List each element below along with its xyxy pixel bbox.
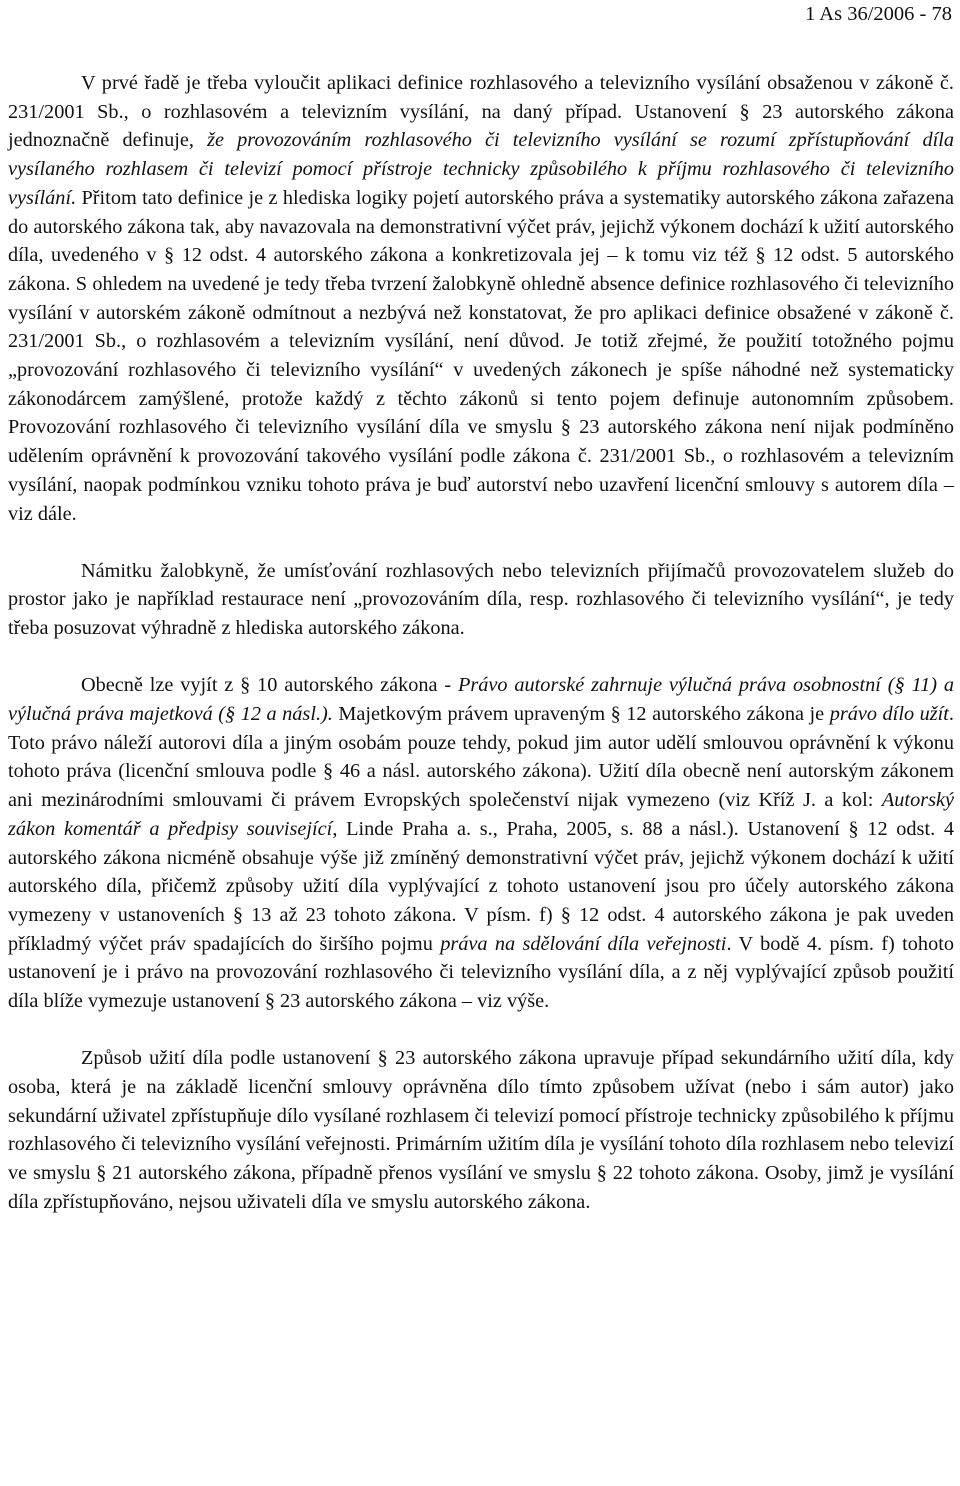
text-segment: Obecně lze vyjít z § 10 autorského zákona -: [81, 674, 458, 697]
text-segment-italic: práva na sdělování díla veřejnosti: [440, 932, 727, 955]
paragraph: [8, 1044, 954, 1216]
text-segment: Způsob užití díla podle ustanovení § 23 autorského zákona upravuje případ sekundárního užití díla, kdy osoba, která je na základě licenční smlouvy oprávněna dílo tímto způsobem užívat (nebo i sám autor) jako sekundární uživatel zpřístupňuje dílo vysílané rozhlasem či televizí pomocí přístroje technicky způsobilého k příjmu rozhlasového či televizního vysílání veřejnosti. Primárním užitím díla je vysílání tohoto díla rozhlasem nebo televizí ve smyslu § 21 autorského zákona, případně přenos vysílání ve smyslu § 22 tohoto zákona. Osoby, jimž je vysílání díla zpřístupňováno, nejsou uživateli díla ve smyslu autorského zákona.: [8, 1047, 954, 1213]
text-segment: V prvé řadě je třeba vyloučit aplikaci definice rozhlasového a televizního vysílání obsaženou v zákoně č. 231/2001 Sb., o rozhlasovém a televizním vysílání, na daný případ. Ustanovení § 23 autorského zákona jednoznačně definuje,: [8, 72, 954, 152]
paragraph: [8, 557, 954, 643]
text-segment-italic: Právo autorské zahrnuje výlučná práva osobnostní (§ 11) a výlučná práva majetková (§ 12 a násl.).: [8, 674, 954, 726]
text-segment-italic: právo dílo užít: [829, 703, 949, 726]
text-segment: . Toto právo náleží autorovi díla a jiným osobám pouze tehdy, pokud jim autor udělí smlouvou oprávnění k výkonu tohoto práva (licenční smlouva podle § 46 a násl. autorského zákona). Užití díla obecně není autorským zákonem ani mezinárodními smlouvami či právem Evropských společenství nijak vymezeno (viz Kříž J. a kol:: [8, 703, 954, 812]
text-segment: , Linde Praha a. s., Praha, 2005, s. 88 a násl.). Ustanovení § 12 odst. 4 autorského zákona nicméně obsahuje výše již zmíněný demonstrativní výčet práv, jejichž výkonem dochází k užití autorského díla, přičemž způsoby užití díla vyplývající z tohoto ustanovení jsou pro účely autorského zákona vymezeny v ustanoveních § 13 až 23 tohoto zákona. V písm. f) § 12 odst. 4 autorského zákona je pak uveden příkladmý výčet práv spadajících do širšího pojmu: [8, 817, 954, 955]
paragraph: [8, 69, 954, 528]
text-segment: Námitku žalobkyně, že umísťování rozhlasových nebo televizních přijímačů provozovatelem služeb do prostor jako je například restaurace není „provozováním díla, resp. rozhlasového či televizního vysílání“, je tedy třeba posuzovat výhradně z hlediska autorského zákona.: [8, 559, 954, 640]
text-segment-italic: že provozováním rozhlasového či televizního vysílání se rozumí zpřístupňování díla vysílaného rozhlasem či televizí pomocí přístroje technicky způsobilého k příjmu rozhlasového či televizního vysílání.: [8, 129, 954, 209]
text-segment: Přitom tato definice je z hlediska logiky pojetí autorského práva a systematiky autorského zákona zařazena do autorského zákona tak, aby navazovala na demonstrativní výčet práv, jejichž výkonem dochází k užití autorského díla, uvedeného v § 12 odst. 4 autorského zákona a konkretizovala jej – k tomu viz též § 12 odst. 5 autorského zákona. S ohledem na uvedené je tedy třeba tvrzení žalobkyně ohledně absence definice rozhlasového či televizního vysílání v autorském zákoně odmítnout a nezbývá než konstatovat, že pro aplikaci definice obsažené v zákoně č. 231/2001 Sb., o rozhlasovém a televizním vysílání, není důvod. Je totiž zřejmé, že použití totožného pojmu „provozování rozhlasového či televizního vysílání“ v uvedených zákonech je spíše náhodné než systematicky zákonodárcem zamýšlené, protože každý z těchto zákonů si tento pojem definuje autonomním způsobem. Provozování rozhlasového či televizního vysílání díla ve smyslu § 23 autorského zákona není nijak podmíněno udělením oprávnění k provozování takového vysílání podle zákona č. 231/2001 Sb., o rozhlasovém a televizním vysílání, naopak podmínkou vzniku tohoto práva je buď autorství nebo uzavření licenční smlouvy s autorem díla – viz dále.: [8, 186, 954, 525]
text-segment: . V bodě 4. písm. f) tohoto ustanovení je i právo na provozování rozhlasového či televizního vysílání díla, a z něj vyplývající způsob použití díla blíže vymezuje ustanovení § 23 autorského zákona – viz výše.: [8, 932, 954, 1013]
paragraph: [8, 671, 954, 1015]
document-body: [8, 69, 954, 1217]
text-segment-italic: Autorský zákon komentář a předpisy související: [8, 789, 954, 840]
case-number-header: 1 As 36/2006 - 78: [805, 3, 952, 25]
text-segment: Majetkovým právem upraveným § 12 autorského zákona je: [332, 703, 830, 726]
